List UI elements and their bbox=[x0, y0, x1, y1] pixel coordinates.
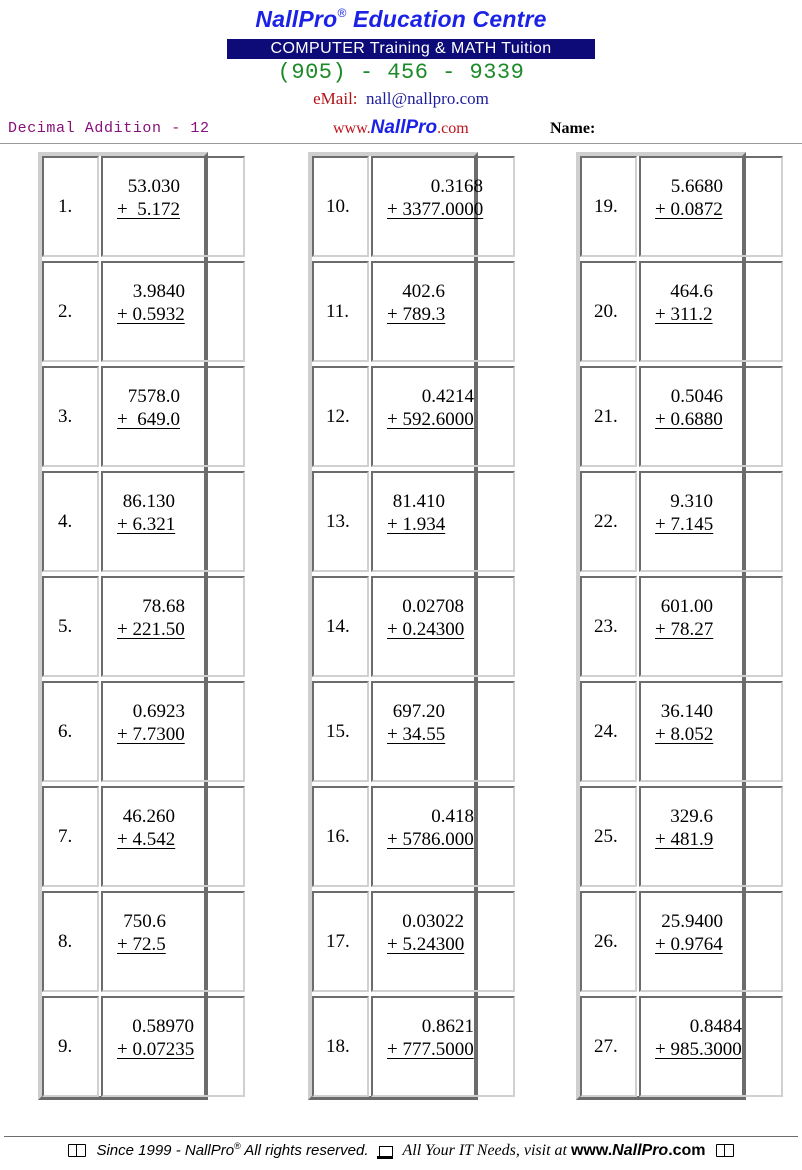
problem-number: 15. bbox=[326, 720, 350, 742]
addend-bottom: + 789.3 bbox=[387, 304, 446, 325]
problem-cell[interactable] bbox=[101, 576, 245, 677]
addend-bottom: + 7.7300 bbox=[117, 724, 185, 745]
name-label: Name: bbox=[550, 120, 596, 137]
problem-cell[interactable] bbox=[371, 891, 515, 992]
problem-number-cell bbox=[580, 681, 637, 782]
addend-top: 464.6 bbox=[670, 281, 713, 302]
problem-cell[interactable] bbox=[639, 786, 783, 887]
footer-url-prefix: www. bbox=[570, 1142, 613, 1159]
brand-subtitle: Education Centre bbox=[346, 6, 547, 32]
problem-cell[interactable] bbox=[371, 576, 515, 677]
problem-number-cell bbox=[42, 681, 99, 782]
footer-rights: All rights reserved. bbox=[240, 1142, 369, 1159]
problem-number-cell bbox=[42, 576, 99, 677]
addend-top: 86.130 bbox=[122, 491, 175, 512]
footer-url-brand: NallPro bbox=[612, 1142, 669, 1159]
addend-top: 601.00 bbox=[660, 596, 713, 617]
addend-top: 53.030 bbox=[127, 176, 180, 197]
problem-number: 22. bbox=[594, 510, 618, 532]
problem-cell[interactable] bbox=[371, 681, 515, 782]
problem-number: 2. bbox=[58, 300, 73, 322]
addend-top: 25.9400 bbox=[661, 911, 723, 932]
problem-number: 26. bbox=[594, 930, 618, 952]
addend-bottom: + 481.9 bbox=[655, 829, 714, 850]
addend-top: 9.310 bbox=[670, 491, 713, 512]
addend-bottom: + 6.321 bbox=[117, 514, 176, 535]
phone-number: (905) - 456 - 9339 bbox=[277, 60, 525, 85]
addend-bottom: + 7.145 bbox=[655, 514, 714, 535]
addend-top: 0.4214 bbox=[421, 386, 474, 407]
problem-cell[interactable] bbox=[371, 156, 515, 257]
addend-bottom: + 649.0 bbox=[117, 409, 180, 430]
addend-bottom: + 0.5932 bbox=[117, 304, 185, 325]
site-suffix: .com bbox=[437, 120, 469, 137]
problem-number: 6. bbox=[58, 720, 73, 742]
computer-icon bbox=[379, 1146, 393, 1157]
header-divider bbox=[0, 143, 802, 144]
addend-bottom: + 985.3000 bbox=[655, 1039, 742, 1060]
addend-bottom: + 0.24300 bbox=[387, 619, 465, 640]
footer-divider bbox=[4, 1136, 798, 1137]
addend-top: 78.68 bbox=[142, 596, 185, 617]
problem-cell[interactable] bbox=[371, 261, 515, 362]
problem-cell[interactable] bbox=[371, 786, 515, 887]
addend-top: 0.58970 bbox=[132, 1016, 194, 1037]
addend-top: 81.410 bbox=[392, 491, 445, 512]
addend-bottom: + 4.542 bbox=[117, 829, 176, 850]
addend-top: 5.6680 bbox=[670, 176, 723, 197]
worksheet-title: Decimal Addition - 12 bbox=[8, 120, 210, 137]
problem-number: 20. bbox=[594, 300, 618, 322]
addend-top: 329.6 bbox=[670, 806, 713, 827]
problem-cell[interactable] bbox=[639, 891, 783, 992]
footer-url-suffix: .com bbox=[668, 1142, 706, 1159]
problem-cell[interactable] bbox=[639, 996, 783, 1097]
problem-number: 11. bbox=[326, 300, 350, 322]
email-line bbox=[0, 89, 802, 109]
problem-number-cell bbox=[580, 471, 637, 572]
book-icon bbox=[716, 1144, 734, 1157]
site-link[interactable] bbox=[333, 117, 469, 139]
problem-number: 8. bbox=[58, 930, 73, 952]
addend-bottom: + 1.934 bbox=[387, 514, 446, 535]
addend-top: 36.140 bbox=[660, 701, 713, 722]
problem-number: 21. bbox=[594, 405, 618, 427]
site-prefix: www. bbox=[333, 120, 371, 137]
problem-cell[interactable] bbox=[101, 366, 245, 467]
problem-number-cell bbox=[580, 261, 637, 362]
addend-top: 0.8484 bbox=[689, 1016, 742, 1037]
problem-number: 5. bbox=[58, 615, 73, 637]
problem-cell[interactable] bbox=[371, 996, 515, 1097]
problem-cell[interactable] bbox=[101, 891, 245, 992]
addend-bottom: + 34.55 bbox=[387, 724, 446, 745]
problem-cell[interactable] bbox=[101, 156, 245, 257]
footer-it-needs: All Your IT Needs, visit at bbox=[402, 1142, 571, 1159]
addend-top: 697.20 bbox=[392, 701, 445, 722]
problem-number: 3. bbox=[58, 405, 73, 427]
addend-top: 0.8621 bbox=[421, 1016, 474, 1037]
problem-cell[interactable] bbox=[639, 366, 783, 467]
problem-cell[interactable] bbox=[371, 366, 515, 467]
problem-cell[interactable] bbox=[639, 576, 783, 677]
problem-number: 12. bbox=[326, 405, 350, 427]
problem-number: 25. bbox=[594, 825, 618, 847]
problem-number-cell bbox=[312, 786, 369, 887]
addend-bottom: + 5.24300 bbox=[387, 934, 465, 955]
addend-bottom: + 0.0872 bbox=[655, 199, 723, 220]
problem-number: 23. bbox=[594, 615, 618, 637]
problem-number-cell bbox=[42, 996, 99, 1097]
email-address[interactable]: nall@nallpro.com bbox=[366, 89, 489, 108]
problem-number-cell bbox=[312, 261, 369, 362]
problem-number: 14. bbox=[326, 615, 350, 637]
problem-cell[interactable] bbox=[639, 681, 783, 782]
problem-cell[interactable] bbox=[639, 471, 783, 572]
problem-number-cell bbox=[42, 891, 99, 992]
footer-since: Since 1999 - NallPro bbox=[96, 1142, 235, 1159]
problem-number-cell bbox=[312, 471, 369, 572]
problem-number: 9. bbox=[58, 1035, 73, 1057]
problem-number: 17. bbox=[326, 930, 350, 952]
problem-number: 10. bbox=[326, 195, 350, 217]
addend-bottom: + 72.5 bbox=[117, 934, 166, 955]
addend-bottom: + 3377.0000 bbox=[387, 199, 484, 220]
registered-mark: ® bbox=[337, 6, 347, 20]
problem-number-cell bbox=[580, 366, 637, 467]
addend-bottom: + 0.9764 bbox=[655, 934, 723, 955]
problem-number-cell bbox=[580, 156, 637, 257]
problem-cell[interactable] bbox=[101, 786, 245, 887]
addend-top: 402.6 bbox=[402, 281, 445, 302]
brand-name: NallPro bbox=[255, 6, 338, 32]
problem-number-cell bbox=[42, 156, 99, 257]
problem-cell[interactable] bbox=[639, 156, 783, 257]
addend-bottom: + 0.07235 bbox=[117, 1039, 195, 1060]
footer-site-link[interactable] bbox=[571, 1142, 706, 1159]
addend-bottom: + 592.6000 bbox=[387, 409, 474, 430]
problem-cell[interactable] bbox=[101, 996, 245, 1097]
problem-number: 16. bbox=[326, 825, 350, 847]
addend-top: 0.418 bbox=[431, 806, 474, 827]
addend-bottom: + 777.5000 bbox=[387, 1039, 474, 1060]
problem-number-cell bbox=[312, 366, 369, 467]
addend-top: 0.5046 bbox=[670, 386, 723, 407]
problem-number-cell bbox=[42, 261, 99, 362]
problem-number-cell bbox=[42, 471, 99, 572]
footer-registered-mark: ® bbox=[234, 1141, 241, 1151]
addend-top: 0.03022 bbox=[402, 911, 464, 932]
footer bbox=[0, 1141, 802, 1160]
problem-cell[interactable] bbox=[371, 471, 515, 572]
addend-top: 7578.0 bbox=[127, 386, 180, 407]
problem-number: 24. bbox=[594, 720, 618, 742]
addend-top: 0.02708 bbox=[402, 596, 464, 617]
problem-number: 19. bbox=[594, 195, 618, 217]
problem-number-cell bbox=[312, 576, 369, 677]
problem-number-cell bbox=[580, 786, 637, 887]
problem-number-cell bbox=[312, 156, 369, 257]
problem-number: 27. bbox=[594, 1035, 618, 1057]
problem-column-2 bbox=[308, 152, 484, 1100]
addend-bottom: + 311.2 bbox=[655, 304, 713, 325]
book-icon bbox=[68, 1144, 86, 1157]
problem-column-3 bbox=[576, 152, 746, 1100]
problem-number-cell bbox=[42, 366, 99, 467]
problem-number: 13. bbox=[326, 510, 350, 532]
problem-number-cell bbox=[312, 891, 369, 992]
tagline-banner: COMPUTER Training & MATH Tuition bbox=[227, 39, 595, 59]
problem-number-cell bbox=[312, 681, 369, 782]
addend-bottom: + 8.052 bbox=[655, 724, 714, 745]
addend-bottom: + 5.172 bbox=[117, 199, 180, 220]
addend-bottom: + 221.50 bbox=[117, 619, 185, 640]
problem-number-cell bbox=[580, 996, 637, 1097]
problem-column-1 bbox=[38, 152, 208, 1100]
brand-title bbox=[0, 6, 802, 33]
problem-cell[interactable] bbox=[101, 471, 245, 572]
addend-top: 46.260 bbox=[122, 806, 175, 827]
problem-number: 7. bbox=[58, 825, 73, 847]
problem-number: 1. bbox=[58, 195, 73, 217]
addend-bottom: + 78.27 bbox=[655, 619, 714, 640]
problem-number: 18. bbox=[326, 1035, 350, 1057]
addend-top: 0.3168 bbox=[430, 176, 483, 197]
addend-top: 750.6 bbox=[123, 911, 166, 932]
problem-number-cell bbox=[580, 891, 637, 992]
problem-cell[interactable] bbox=[639, 261, 783, 362]
site-brand: NallPro bbox=[370, 117, 438, 138]
addend-top: 0.6923 bbox=[132, 701, 185, 722]
problem-number-cell bbox=[42, 786, 99, 887]
problem-cell[interactable] bbox=[101, 681, 245, 782]
email-label: eMail: bbox=[313, 89, 358, 108]
addend-bottom: + 5786.000 bbox=[387, 829, 474, 850]
problem-cell[interactable] bbox=[101, 261, 245, 362]
problem-number-cell bbox=[580, 576, 637, 677]
problem-number-cell bbox=[312, 996, 369, 1097]
addend-bottom: + 0.6880 bbox=[655, 409, 723, 430]
problem-number: 4. bbox=[58, 510, 73, 532]
addend-top: 3.9840 bbox=[132, 281, 185, 302]
